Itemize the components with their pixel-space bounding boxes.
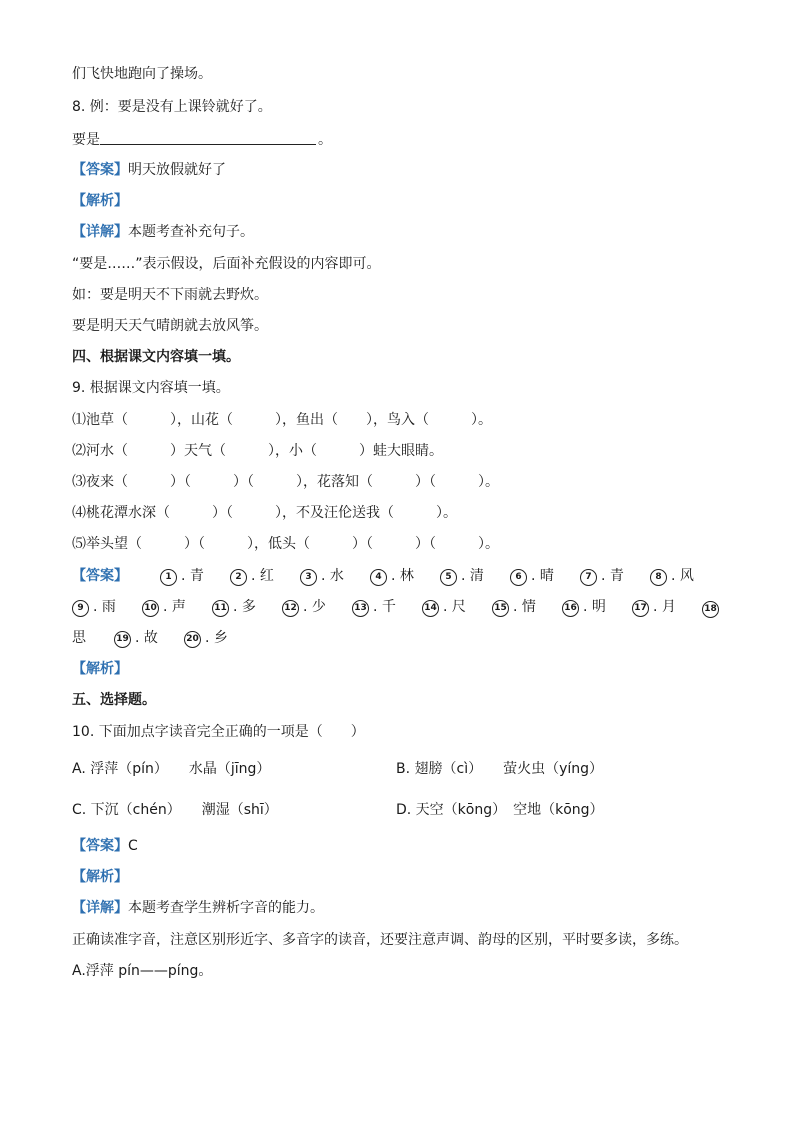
answer-item — [632, 597, 676, 617]
circled-number: 8 — [650, 569, 667, 586]
circled-number: 19 — [114, 631, 131, 648]
answer-item — [352, 597, 396, 617]
answer-item — [212, 597, 256, 617]
answer-char: . 尺 — [443, 599, 466, 615]
fill-item-2: ⑵河水（ ）天气（ ），小（ ）蛙大眼睛。 — [72, 443, 443, 459]
answer-item — [72, 597, 116, 617]
answer-item — [160, 566, 204, 586]
answer-item — [422, 597, 466, 617]
answer-item — [510, 566, 554, 586]
answer-char: . 月 — [653, 599, 676, 615]
circled-number: 9 — [72, 600, 89, 617]
fill-item-1: ⑴池草（ ），山花（ ），鱼出（ ），鸟入（ ）。 — [72, 412, 492, 428]
detail-text: 本题考查补充句子。 — [128, 224, 254, 240]
answer-tag: 【答案】 — [72, 838, 128, 854]
answer-item — [72, 628, 86, 648]
answer-char: . 千 — [373, 599, 396, 615]
paragraph-continuation: 们飞快地跑向了操场。 — [72, 66, 212, 82]
circled-number: 2 — [230, 569, 247, 586]
answer-char: . 雨 — [93, 599, 116, 615]
answer-item — [440, 566, 484, 586]
answer-tag: 【答案】 — [72, 162, 128, 178]
example-line-2: 要是明天天气晴朗就去放风筝。 — [72, 318, 268, 334]
option-b: B. 翅膀（cì） 萤火虫（yíng） — [396, 761, 604, 777]
analysis-tag-10: 【解析】 — [72, 869, 128, 885]
answer-item — [370, 566, 414, 586]
circled-number: 15 — [492, 600, 509, 617]
analysis-tag-8: 【解析】 — [72, 193, 128, 209]
answer-item — [142, 597, 186, 617]
circled-number: 6 — [510, 569, 527, 586]
answer-text: C — [128, 838, 138, 854]
circled-number: 14 — [422, 600, 439, 617]
circled-number: 3 — [300, 569, 317, 586]
q8-suffix: 。 — [318, 132, 332, 148]
circled-number: 4 — [370, 569, 387, 586]
circled-number: 11 — [212, 600, 229, 617]
answer-item — [650, 566, 694, 586]
answer-char: . 声 — [163, 599, 186, 615]
answer-tag: 【答案】 — [72, 568, 128, 584]
option-d: D. 天空（kōng） 空地（kōng） — [396, 802, 604, 818]
circled-number: 17 — [632, 600, 649, 617]
answer-text: 明天放假就好了 — [128, 162, 226, 178]
question-10: 10. 下面加点字读音完全正确的一项是（ ） — [72, 724, 365, 740]
circled-number: 18 — [702, 601, 719, 618]
section-4-heading: 四、根据课文内容填一填。 — [72, 349, 240, 365]
explanation-line: “要是……”表示假设，后面补充假设的内容即可。 — [72, 256, 381, 272]
answer-item — [300, 566, 344, 586]
answer-char: . 明 — [583, 599, 606, 615]
answer-item — [230, 566, 274, 586]
answer-char: 思 — [72, 630, 86, 646]
example-line-1: 如：要是明天不下雨就去野炊。 — [72, 287, 268, 303]
circled-number: 1 — [160, 569, 177, 586]
answer-char: . 多 — [233, 599, 256, 615]
option-a: A. 浮萍（pín） 水晶（jīng） — [72, 761, 271, 777]
answer-char: . 情 — [513, 599, 536, 615]
explanation-line-3: A.浮萍 pín——píng。 — [72, 963, 213, 979]
circled-number: 7 — [580, 569, 597, 586]
answer-10 — [72, 836, 138, 856]
answer-item — [282, 597, 326, 617]
question-9: 9. 根据课文内容填一填。 — [72, 380, 230, 396]
detail-tag: 【详解】 — [72, 900, 128, 916]
fill-item-5: ⑸举头望（ ）（ ），低头（ ）（ ）（ ）。 — [72, 536, 499, 552]
circled-number: 20 — [184, 631, 201, 648]
detail-10 — [72, 898, 324, 918]
q8-prefix: 要是 — [72, 132, 100, 148]
analysis-tag-9: 【解析】 — [72, 661, 128, 677]
answer-item — [492, 597, 536, 617]
circled-number: 10 — [142, 600, 159, 617]
answer-item — [114, 628, 158, 648]
circled-number: 12 — [282, 600, 299, 617]
answer-item — [562, 597, 606, 617]
answer-item — [580, 566, 624, 586]
answer-char: . 水 — [321, 568, 344, 584]
answer-8 — [72, 160, 226, 180]
answer-char: . 红 — [251, 568, 274, 584]
circled-number: 16 — [562, 600, 579, 617]
explanation-line-2: 正确读准字音，注意区别形近字、多音字的读音，还要注意声调、韵母的区别，平时要多读，多练。 — [72, 932, 688, 948]
fill-item-4: ⑷桃花潭水深（ ）（ ），不及汪伦送我（ ）。 — [72, 505, 457, 521]
question-8-blank-line — [72, 129, 332, 150]
answer-item-wrap — [702, 597, 723, 618]
answer-char: . 青 — [181, 568, 204, 584]
answer-char: . 晴 — [531, 568, 554, 584]
detail-8 — [72, 222, 254, 242]
fill-blank — [100, 129, 316, 145]
option-c: C. 下沉（chén） 潮湿（shī） — [72, 802, 278, 818]
answer-char: . 林 — [391, 568, 414, 584]
circled-number: 13 — [352, 600, 369, 617]
section-5-heading: 五、选择题。 — [72, 692, 156, 708]
answer-char: . 清 — [461, 568, 484, 584]
circled-number: 5 — [440, 569, 457, 586]
answer-char: . 风 — [671, 568, 694, 584]
fill-item-3: ⑶夜来（ ）（ ）（ ），花落知（ ）（ ）。 — [72, 474, 499, 490]
detail-tag: 【详解】 — [72, 224, 128, 240]
question-8: 8. 例：要是没有上课铃就好了。 — [72, 99, 272, 115]
answer-char: . 少 — [303, 599, 326, 615]
answer-item — [184, 628, 228, 648]
answer-char: . 故 — [135, 630, 158, 646]
answer-char: . 乡 — [205, 630, 228, 646]
detail-text: 本题考查学生辨析字音的能力。 — [128, 900, 324, 916]
answer-char: . 青 — [601, 568, 624, 584]
answer-9-tag — [72, 566, 128, 586]
